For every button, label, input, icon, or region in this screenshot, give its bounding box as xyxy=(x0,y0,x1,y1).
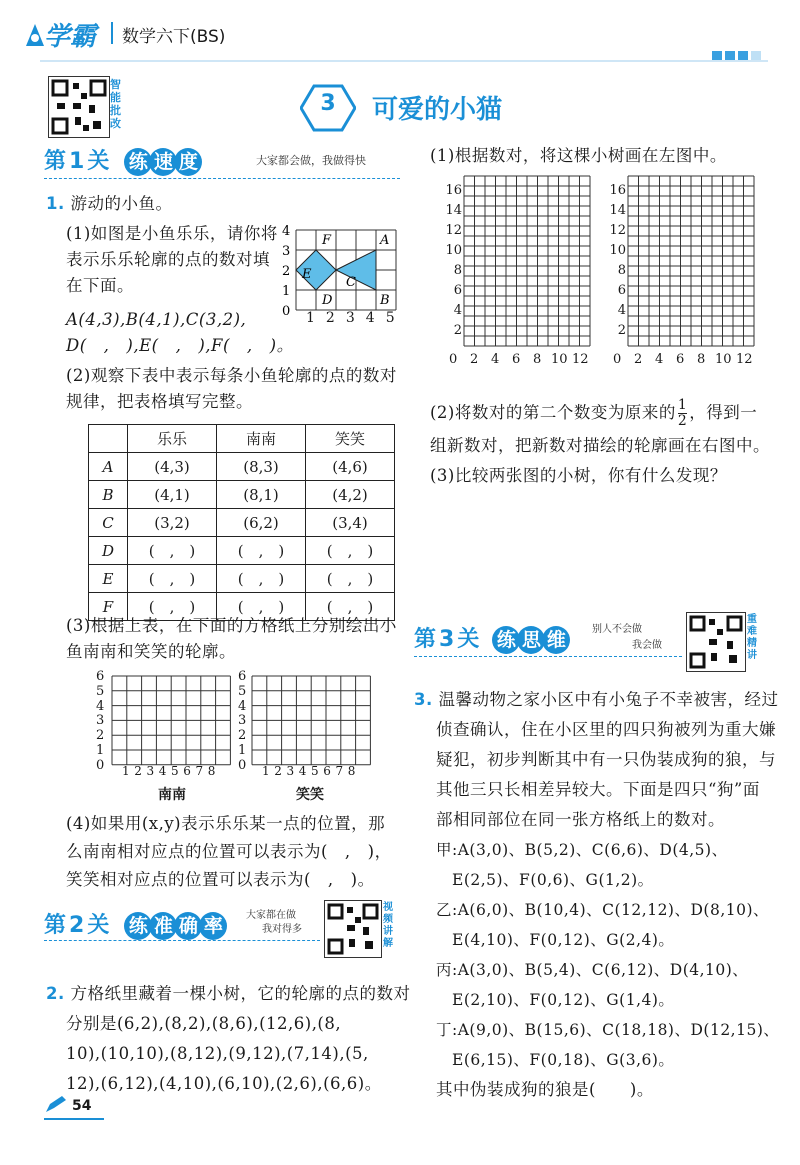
fish-x-tick: 3 xyxy=(345,310,366,326)
fish-y-tick: 3 xyxy=(282,244,291,259)
y-tick: 8 xyxy=(453,263,462,278)
section-2-tagline-1: 大家都在做 xyxy=(246,910,296,921)
qr-code-icon xyxy=(687,613,745,671)
x-tick: 12 xyxy=(736,352,753,367)
right-r2c: 组新数对，把新数对描绘的轮廓画在右图中。 xyxy=(430,436,770,455)
x-tick: 2 xyxy=(134,764,147,778)
fish-label: D xyxy=(322,293,333,308)
table-cell: (3,2) xyxy=(128,509,217,537)
tree-right-y-ticks xyxy=(604,181,626,341)
y-tick: 2 xyxy=(617,323,626,338)
section-3-suffix: 关 xyxy=(457,627,480,652)
fraction-one-half xyxy=(678,398,687,429)
table-answer-blank[interactable]: ( , ) xyxy=(306,537,395,565)
table-header: 乐乐 xyxy=(128,425,217,453)
table-cell: D xyxy=(89,537,128,565)
table-header xyxy=(89,425,128,453)
x-tick: 8 xyxy=(347,764,360,778)
q3-data-line: 丙:A(3,0)、B(5,4)、C(6,12)、D(4,10)、 xyxy=(436,961,749,979)
y-tick: 0 xyxy=(238,757,247,773)
section-3-number: 3 xyxy=(439,627,455,652)
fish-label: F xyxy=(322,233,332,248)
footer-rule xyxy=(44,1118,104,1120)
q2-line: 分别是(6,2),(8,2),(8,6),(12,6),(8, xyxy=(66,1014,342,1033)
q1-answer-line: A(4,3),B(4,1),C(3,2), xyxy=(66,310,247,329)
x-tick: 1 xyxy=(262,764,275,778)
y-tick: 3 xyxy=(238,713,247,729)
q1-number: 1. xyxy=(46,194,65,213)
section-2-badge-char: 确 xyxy=(174,912,202,940)
y-tick: 12 xyxy=(609,223,626,238)
x-tick: 8 xyxy=(697,352,706,367)
grid-nannan-caption: 南南 xyxy=(158,787,186,803)
x-tick: 5 xyxy=(311,764,324,778)
y-tick: 5 xyxy=(96,683,105,699)
section-2-badge-char: 准 xyxy=(149,912,177,940)
y-tick: 6 xyxy=(96,669,105,684)
grid-xiaoxiao[interactable] xyxy=(232,668,382,778)
q1-p2-line: (2)观察下表中表示每条小鱼轮廓的点的数对 xyxy=(66,366,397,385)
section-3-prefix: 第 xyxy=(414,627,437,652)
fraction-denominator: 2 xyxy=(677,413,688,429)
fish-y-tick: 0 xyxy=(282,304,291,319)
fish-figure xyxy=(276,224,400,324)
x-tick: 3 xyxy=(146,764,159,778)
q2-line: 10),(10,10),(8,12),(9,12),(7,14),(5, xyxy=(66,1044,369,1063)
x-tick: 4 xyxy=(298,764,311,778)
qr-label-video: 视频讲解 xyxy=(383,902,393,949)
section-3-tagline-2: 我会做 xyxy=(632,640,662,651)
section-2-number: 2 xyxy=(69,913,85,938)
q1-p1-line: 在下面。 xyxy=(66,276,134,295)
table-cell: E xyxy=(89,565,128,593)
q1-answer-line: D( , ),E( , ),F( , )。 xyxy=(66,336,294,355)
x-tick: 8 xyxy=(207,764,220,778)
q3-line: 疑犯，初步判断其中有一只伪装成狗的狼，与 xyxy=(436,750,776,769)
grid-xiaoxiao-caption: 笑笑 xyxy=(296,787,324,803)
fish-label: C xyxy=(346,275,356,290)
q3-data-line: 丁:A(9,0)、B(15,6)、C(18,18)、D(12,15)、 xyxy=(436,1021,780,1039)
table-row xyxy=(89,509,395,537)
x-tick: 0 xyxy=(449,352,458,367)
book-title: 数学六下(BS) xyxy=(122,27,226,47)
section-2-badge-char: 练 xyxy=(124,912,152,940)
section-1-badge-char: 速 xyxy=(149,148,177,176)
x-tick: 2 xyxy=(274,764,287,778)
fish-x-tick: 1 xyxy=(306,310,326,326)
fish-x-tick: 2 xyxy=(325,310,346,326)
q3-line: 部相同部位在同一张方格纸上的数对。 xyxy=(436,810,725,829)
y-tick: 1 xyxy=(238,742,247,758)
q2-line: 12),(6,12),(4,10),(6,10),(2,6),(6,6)。 xyxy=(66,1074,382,1093)
q3-line: 侦查确认，住在小区里的四只狗被列为重大嫌 xyxy=(436,720,776,739)
table-header: 笑笑 xyxy=(306,425,395,453)
x-tick: 0 xyxy=(613,352,622,367)
qr-code-smart-grading[interactable] xyxy=(48,76,110,138)
section-1-tagline: 大家都会做，我做得快 xyxy=(256,154,366,167)
x-tick: 8 xyxy=(533,352,542,367)
y-tick: 3 xyxy=(96,713,105,729)
table-row xyxy=(89,537,395,565)
y-tick: 8 xyxy=(617,263,626,278)
x-tick: 2 xyxy=(470,352,479,367)
lesson-title: 可爱的小猫 xyxy=(372,95,503,125)
right-r2a: (2)将数对的第二个数变为原来的 xyxy=(430,403,676,422)
fish-label: B xyxy=(380,293,390,308)
x-tick: 6 xyxy=(676,352,685,367)
fish-label: A xyxy=(380,233,390,248)
y-tick: 10 xyxy=(445,243,462,258)
table-cell: (4,2) xyxy=(306,481,395,509)
x-tick: 6 xyxy=(512,352,521,367)
right-r3: (3)比较两张图的小树，你有什么发现？ xyxy=(430,466,727,485)
y-tick: 10 xyxy=(609,243,626,258)
section-3-tagline-1: 别人不会做 xyxy=(592,624,642,635)
table-row xyxy=(89,565,395,593)
fish-y-tick: 1 xyxy=(282,284,291,299)
x-tick: 7 xyxy=(335,764,348,778)
right-r1: (1)根据数对，将这棵小树画在左图中。 xyxy=(430,146,727,165)
y-tick: 0 xyxy=(96,757,105,773)
table-cell: A xyxy=(89,453,128,481)
header-rule xyxy=(40,60,768,62)
y-tick: 6 xyxy=(617,283,626,298)
section-1-suffix: 关 xyxy=(87,149,110,174)
section-3-header xyxy=(414,622,567,654)
section-3-badge-char: 思 xyxy=(517,626,545,654)
table-row xyxy=(89,481,395,509)
grid-nannan-y-ticks xyxy=(96,670,104,774)
fish-x-tick: 5 xyxy=(385,310,406,326)
x-tick: 5 xyxy=(171,764,184,778)
section-2-rule xyxy=(44,940,320,941)
x-tick: 4 xyxy=(491,352,500,367)
q1-p4-line: 么南南相对应点的位置可以表示为( , )， xyxy=(66,842,392,861)
table-answer-blank[interactable]: ( , ) xyxy=(306,565,395,593)
fraction-numerator: 1 xyxy=(677,397,688,413)
table-cell: (4,6) xyxy=(306,453,395,481)
section-1-badge-char: 度 xyxy=(174,148,202,176)
grid-nannan-x-ticks xyxy=(122,764,220,778)
section-3-badge-char: 练 xyxy=(492,626,520,654)
q1-p3-line: 鱼南南和笑笑的轮廓。 xyxy=(66,642,236,661)
fish-y-tick: 4 xyxy=(282,224,291,239)
fish-x-tick: 4 xyxy=(365,310,386,326)
x-tick: 6 xyxy=(183,764,196,778)
header-decoration xyxy=(712,46,764,65)
section-1-number: 1 xyxy=(69,149,85,174)
y-tick: 2 xyxy=(96,728,105,744)
q3-data-line: E(2,5)、F(0,6)、G(1,2)。 xyxy=(436,871,654,889)
section-3-badge-char: 维 xyxy=(542,626,570,654)
page-number: 54 xyxy=(72,1098,92,1114)
lesson-number: 3 xyxy=(320,91,336,116)
q2-line: 方格纸里藏着一棵小树，它的轮廓的点的数对 xyxy=(70,984,411,1003)
q3-data-line: E(2,10)、F(0,12)、G(1,4)。 xyxy=(436,991,675,1009)
table-cell: (4,1) xyxy=(128,481,217,509)
y-tick: 1 xyxy=(96,742,105,758)
y-tick: 4 xyxy=(238,698,247,714)
fish-coordinate-table xyxy=(88,424,395,621)
q2-number: 2. xyxy=(46,984,65,1003)
y-tick: 4 xyxy=(617,303,626,318)
qr-code-video[interactable] xyxy=(324,900,382,958)
y-tick: 12 xyxy=(445,223,462,238)
table-cell: (6,2) xyxy=(217,509,306,537)
section-2-header xyxy=(44,908,224,940)
table-cell: (8,1) xyxy=(217,481,306,509)
fish-label: E xyxy=(302,267,312,282)
y-tick: 4 xyxy=(96,698,105,714)
table-answer-blank[interactable]: ( , ) xyxy=(217,565,306,593)
q3-data-line: E(6,15)、F(0,18)、G(3,6)。 xyxy=(436,1051,675,1069)
brand-name: 学霸 xyxy=(44,22,97,52)
q3-data-line: 乙:A(6,0)、B(10,4)、C(12,12)、D(8,10)、 xyxy=(436,901,770,919)
x-tick: 10 xyxy=(715,352,732,367)
table-cell: B xyxy=(89,481,128,509)
x-tick: 1 xyxy=(122,764,135,778)
q3-data-line: E(4,10)、F(0,12)、G(2,4)。 xyxy=(436,931,675,949)
table-answer-blank[interactable]: ( , ) xyxy=(128,537,217,565)
table-answer-blank[interactable]: ( , ) xyxy=(217,537,306,565)
y-tick: 6 xyxy=(238,669,247,684)
y-tick: 16 xyxy=(445,183,462,198)
section-1-badge-char: 练 xyxy=(124,148,152,176)
table-row xyxy=(89,453,395,481)
y-tick: 16 xyxy=(609,183,626,198)
y-tick: 14 xyxy=(609,203,626,218)
grid-xiaoxiao-y-ticks xyxy=(238,670,246,774)
section-1-prefix: 第 xyxy=(44,149,67,174)
header-divider xyxy=(111,22,113,44)
y-tick: 4 xyxy=(453,303,462,318)
qr-label-key-points: 重难精讲 xyxy=(747,614,757,661)
y-tick: 2 xyxy=(453,323,462,338)
x-tick: 12 xyxy=(572,352,589,367)
x-tick: 7 xyxy=(195,764,208,778)
q1-p1-line: 表示乐乐轮廓的点的数对填 xyxy=(66,250,270,269)
tree-left-y-ticks xyxy=(440,181,462,341)
table-cell: (3,4) xyxy=(306,509,395,537)
table-cell: C xyxy=(89,509,128,537)
table-cell: (8,3) xyxy=(217,453,306,481)
x-tick: 10 xyxy=(551,352,568,367)
y-tick: 2 xyxy=(238,728,247,744)
q3-conclusion[interactable]: 其中伪装成狗的狼是( )。 xyxy=(436,1080,654,1099)
section-2-suffix: 关 xyxy=(87,913,110,938)
x-tick: 4 xyxy=(655,352,664,367)
section-2-badge-char: 率 xyxy=(199,912,227,940)
brand-logo xyxy=(22,16,110,54)
qr-label-smart-grading: 智能批改 xyxy=(110,78,121,130)
table-answer-blank[interactable]: ( , ) xyxy=(306,593,395,621)
q1-title: 游动的小鱼。 xyxy=(70,194,173,213)
qr-code-icon xyxy=(49,77,109,137)
q1-p2-line: 规律，把表格填写完整。 xyxy=(66,392,253,411)
section-2-prefix: 第 xyxy=(44,913,67,938)
qr-code-key-points[interactable] xyxy=(686,612,746,672)
table-answer-blank[interactable]: ( , ) xyxy=(128,593,217,621)
y-tick: 5 xyxy=(238,683,247,699)
table-answer-blank[interactable]: ( , ) xyxy=(128,565,217,593)
tree-grid-left[interactable] xyxy=(440,172,596,372)
qr-code-icon xyxy=(325,901,381,957)
section-3-rule xyxy=(414,656,682,657)
q3-number: 3. xyxy=(414,690,433,709)
q1-p4-line: 笑笑相对应点的位置可以表示为( , )。 xyxy=(66,870,375,889)
table-header: 南南 xyxy=(217,425,306,453)
grid-xiaoxiao-x-ticks xyxy=(262,764,360,778)
q1-p1-line: (1)如图是小鱼乐乐，请你将 xyxy=(66,224,278,243)
fish-y-tick: 2 xyxy=(282,264,291,279)
fish-x-ticks xyxy=(306,310,406,326)
q3-line: 温馨动物之家小区中有小兔子不幸被害，经过 xyxy=(438,690,779,709)
section-1-header xyxy=(44,144,199,176)
right-r2b: ，得到一 xyxy=(689,403,758,422)
section-2-tagline-2: 我对得多 xyxy=(262,924,302,935)
q3-data-line: 甲:A(3,0)、B(5,2)、C(6,6)、D(4,5)、 xyxy=(436,841,728,859)
y-tick: 6 xyxy=(453,283,462,298)
table-cell: (4,3) xyxy=(128,453,217,481)
q1-p4-line: (4)如果用(x,y)表示乐乐某一点的位置，那 xyxy=(66,814,386,833)
table-answer-blank[interactable]: ( , ) xyxy=(217,593,306,621)
x-tick: 3 xyxy=(286,764,299,778)
x-tick: 6 xyxy=(323,764,336,778)
tree-grid-right[interactable] xyxy=(604,172,760,372)
y-tick: 14 xyxy=(445,203,462,218)
table-cell: F xyxy=(89,593,128,621)
q3-line: 其他三只长相差异较大。下面是四只“狗”面 xyxy=(436,780,760,799)
pencil-icon xyxy=(44,1094,68,1114)
grid-nannan[interactable] xyxy=(92,668,242,778)
x-tick: 2 xyxy=(634,352,643,367)
q1-p3-line: (3)根据上表，在下面的方格纸上分别绘出小 xyxy=(66,616,397,635)
x-tick: 4 xyxy=(158,764,171,778)
section-1-rule xyxy=(44,178,400,179)
